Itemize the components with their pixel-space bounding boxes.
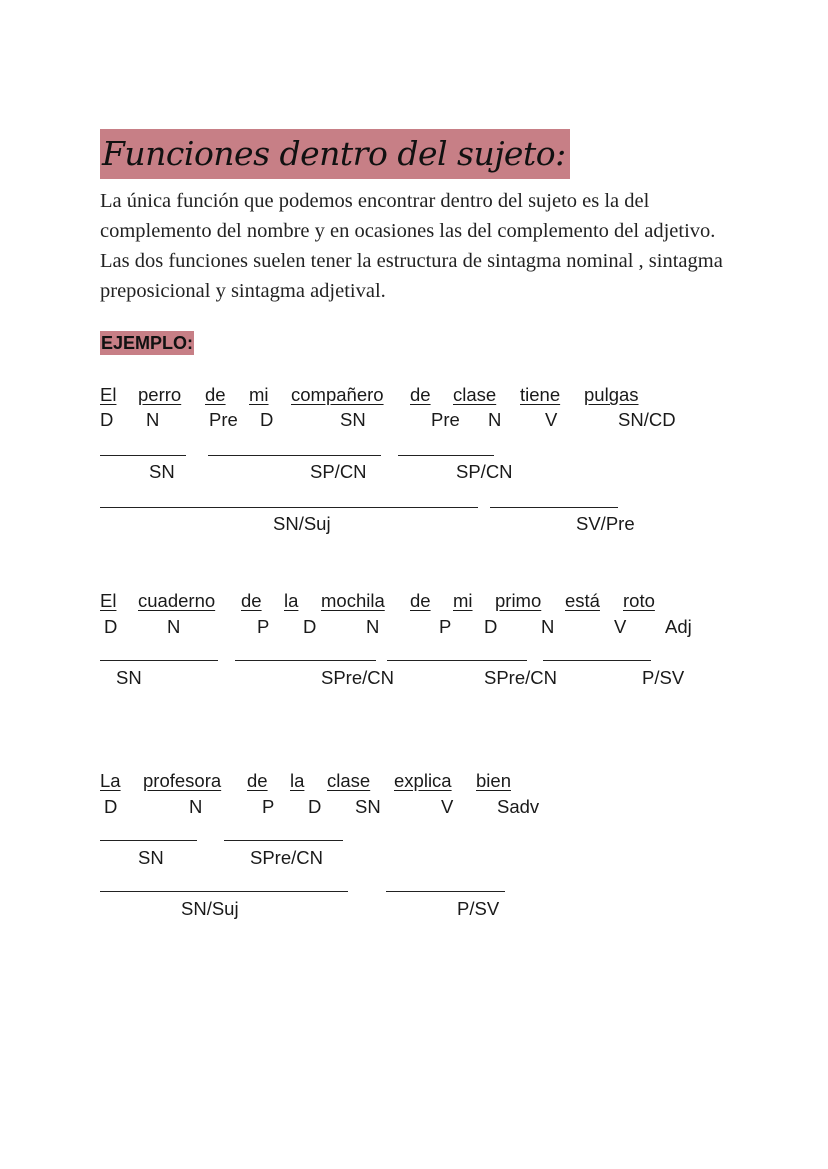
bracket-line: [387, 660, 527, 661]
bracket-line: [224, 840, 343, 841]
bracket-line: [100, 840, 197, 841]
example-tag: Pre: [431, 409, 460, 430]
example-tag: N: [541, 616, 555, 637]
example-word: está: [565, 590, 600, 611]
constituent-label: SV/Pre: [576, 513, 635, 534]
example-word: la: [284, 590, 299, 611]
example-word: El: [100, 590, 117, 611]
example-word: mi: [453, 590, 473, 611]
example-word: tiene: [520, 384, 561, 405]
example-tag: D: [308, 796, 322, 817]
example-word: de: [241, 590, 262, 611]
example-word: El: [100, 384, 117, 405]
constituent-label: SP/CN: [456, 461, 513, 482]
example-word: de: [247, 770, 268, 791]
example-word: mochila: [321, 590, 385, 611]
example-tag: P: [262, 796, 275, 817]
example-tag: V: [441, 796, 454, 817]
example-tag: SN: [340, 409, 366, 430]
intro-paragraph: La única función que podemos encontrar dentro del sujeto es la del complemento del nombre y en ocasiones las del complemento del adjetivo. Las dos funciones suelen tener la estructura de sintagma nominal , sintagma preposicional y sintagma adjetival.: [100, 190, 723, 302]
example-word: compañero: [291, 384, 384, 405]
constituent-label: SN/Suj: [273, 513, 331, 534]
example-word: pulgas: [584, 384, 639, 405]
example-word: primo: [495, 590, 542, 611]
example-word: de: [410, 590, 431, 611]
bracket-line: [490, 507, 618, 508]
example-tag: N: [189, 796, 203, 817]
example-word: clase: [453, 384, 497, 405]
example-word: cuaderno: [138, 590, 216, 611]
example-word: roto: [623, 590, 655, 611]
example-word: profesora: [143, 770, 222, 791]
example-tag: Sadv: [497, 796, 540, 817]
bracket-line: [100, 891, 348, 892]
bracket-line: [100, 660, 218, 661]
example-tag: D: [260, 409, 274, 430]
bracket-line: [398, 455, 494, 456]
example-tag: D: [100, 409, 114, 430]
constituent-label: SN: [116, 667, 142, 688]
bracket-line: [100, 455, 186, 456]
example-tag: V: [545, 409, 558, 430]
constituent-label: SN: [149, 461, 175, 482]
constituent-label: SPre/CN: [250, 847, 323, 868]
constituent-label: P/SV: [642, 667, 685, 688]
example-tag: N: [146, 409, 160, 430]
page-title: Funciones dentro del sujeto:: [100, 129, 570, 179]
constituent-label: SP/CN: [310, 461, 367, 482]
example-word: bien: [476, 770, 511, 791]
constituent-label: SN/Suj: [181, 898, 239, 919]
bracket-line: [386, 891, 505, 892]
example-tag: P: [439, 616, 452, 637]
example-tag: Adj: [665, 616, 692, 637]
constituent-label: SN: [138, 847, 164, 868]
example-tag: V: [614, 616, 627, 637]
example-word: La: [100, 770, 121, 791]
example-word: de: [410, 384, 431, 405]
example-tag: SN/CD: [618, 409, 676, 430]
example-tag: SN: [355, 796, 381, 817]
example-tag: N: [488, 409, 502, 430]
bracket-line: [235, 660, 376, 661]
example-tag: N: [366, 616, 380, 637]
constituent-label: SPre/CN: [321, 667, 394, 688]
example-word: clase: [327, 770, 371, 791]
example-tag: P: [257, 616, 270, 637]
example-tag: D: [303, 616, 317, 637]
example-tag: Pre: [209, 409, 238, 430]
example-tag: N: [167, 616, 181, 637]
constituent-label: SPre/CN: [484, 667, 557, 688]
example-word: perro: [138, 384, 182, 405]
bracket-line: [208, 455, 381, 456]
example-word: la: [290, 770, 305, 791]
example-tag: D: [104, 796, 118, 817]
bracket-line: [543, 660, 651, 661]
example-word: de: [205, 384, 226, 405]
bracket-line: [100, 507, 478, 508]
example-tag: D: [104, 616, 118, 637]
example-tag: D: [484, 616, 498, 637]
constituent-label: P/SV: [457, 898, 500, 919]
example-word: explica: [394, 770, 452, 791]
example-heading: EJEMPLO:: [101, 333, 194, 353]
example-word: mi: [249, 384, 269, 405]
